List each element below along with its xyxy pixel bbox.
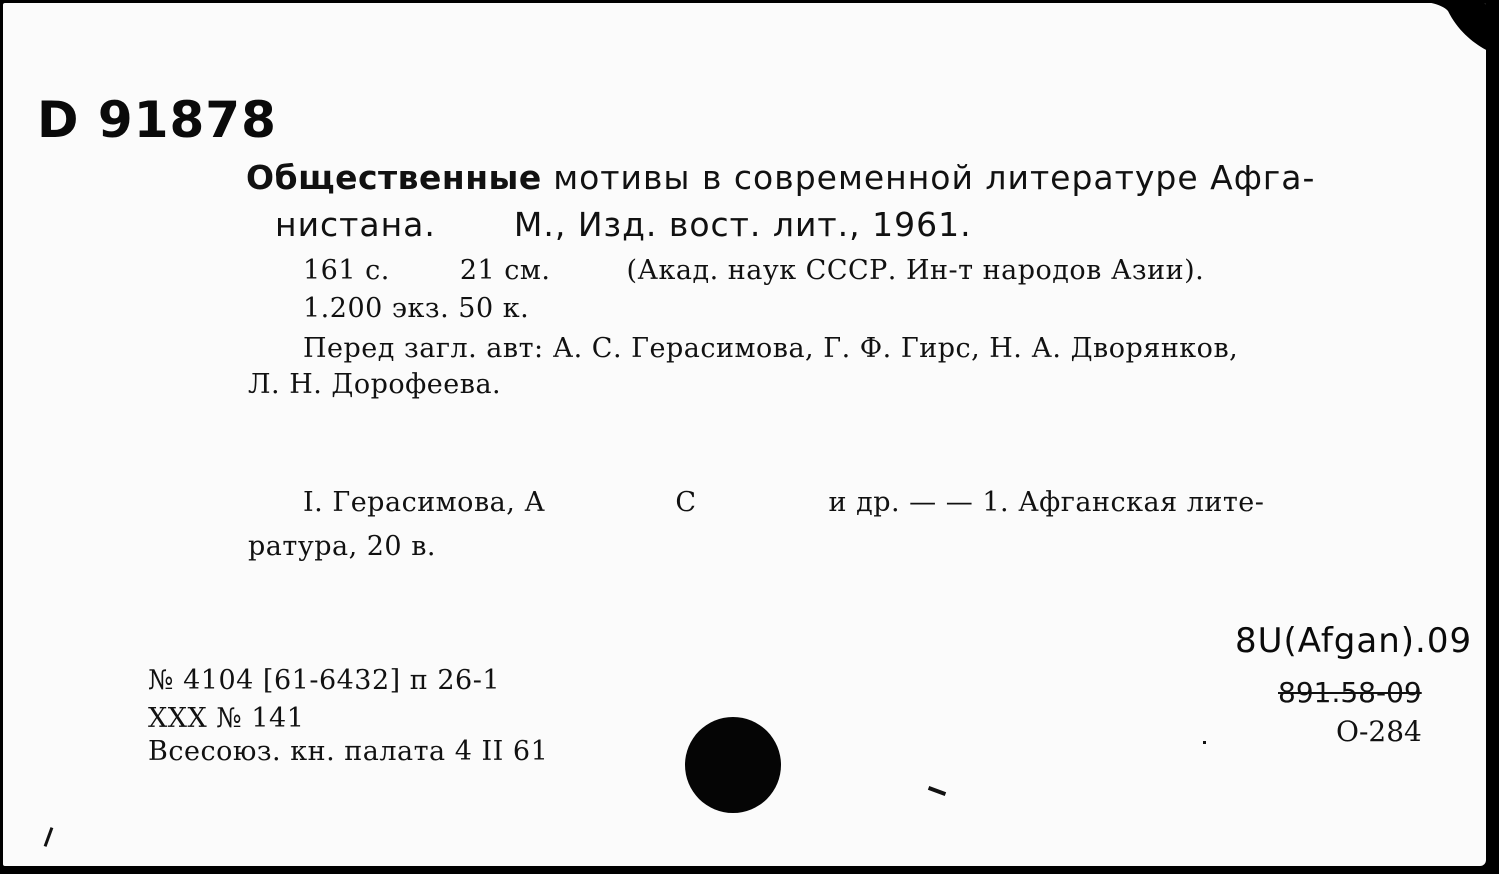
ink-speck — [928, 786, 946, 796]
tracing-line-2: ратура, 20 в. — [248, 531, 436, 562]
pages: 161 с. — [303, 255, 390, 286]
tracing-subject: и др. — — 1. Афганская лите- — [828, 487, 1265, 518]
struck-classification: 891.58-09 — [1278, 676, 1422, 709]
tracing-line-1 — [303, 487, 1264, 518]
tracing-initial: С — [675, 487, 697, 518]
footer-chamber-date: Всесоюз. кн. палата 4 II 61 — [148, 736, 549, 767]
title-line-1 — [246, 158, 1315, 197]
handwritten-call-number: D 91878 — [37, 91, 277, 149]
tracing-author: I. Герасимова, А — [303, 487, 546, 518]
title-rest: мотивы в современной литературе Афга- — [541, 158, 1316, 197]
imprint: М., Изд. вост. лит., 1961. — [513, 205, 972, 244]
title-line-2 — [275, 205, 972, 244]
handwritten-classification: 8U(Afgan).09 — [1235, 621, 1473, 661]
print-run: 1.200 экз. 50 к. — [303, 293, 530, 324]
footer-order-number: № 4104 [61-6432] п 26-1 — [148, 665, 501, 696]
physical-description — [303, 255, 1204, 286]
series-note: (Акад. наук СССР. Ин-т народов Азии). — [626, 255, 1205, 286]
ink-speck — [44, 827, 54, 847]
ink-speck — [1203, 741, 1206, 744]
title-continuation: нистана. — [275, 205, 436, 244]
size: 21 см. — [459, 255, 551, 286]
footer-series-number: XXX № 141 — [148, 703, 305, 734]
torn-corner — [1418, 3, 1486, 51]
authors-note-line-1: Перед загл. авт: А. С. Герасимова, Г. Ф. Гирс, Н. А. Дворянков, — [303, 333, 1239, 364]
authors-note-line-2: Л. Н. Дорофеева. — [248, 369, 502, 400]
author-code: О-284 — [1336, 715, 1422, 748]
catalog-card — [3, 3, 1486, 866]
title-bold-word: Общественные — [246, 158, 542, 197]
punch-hole — [685, 717, 781, 813]
